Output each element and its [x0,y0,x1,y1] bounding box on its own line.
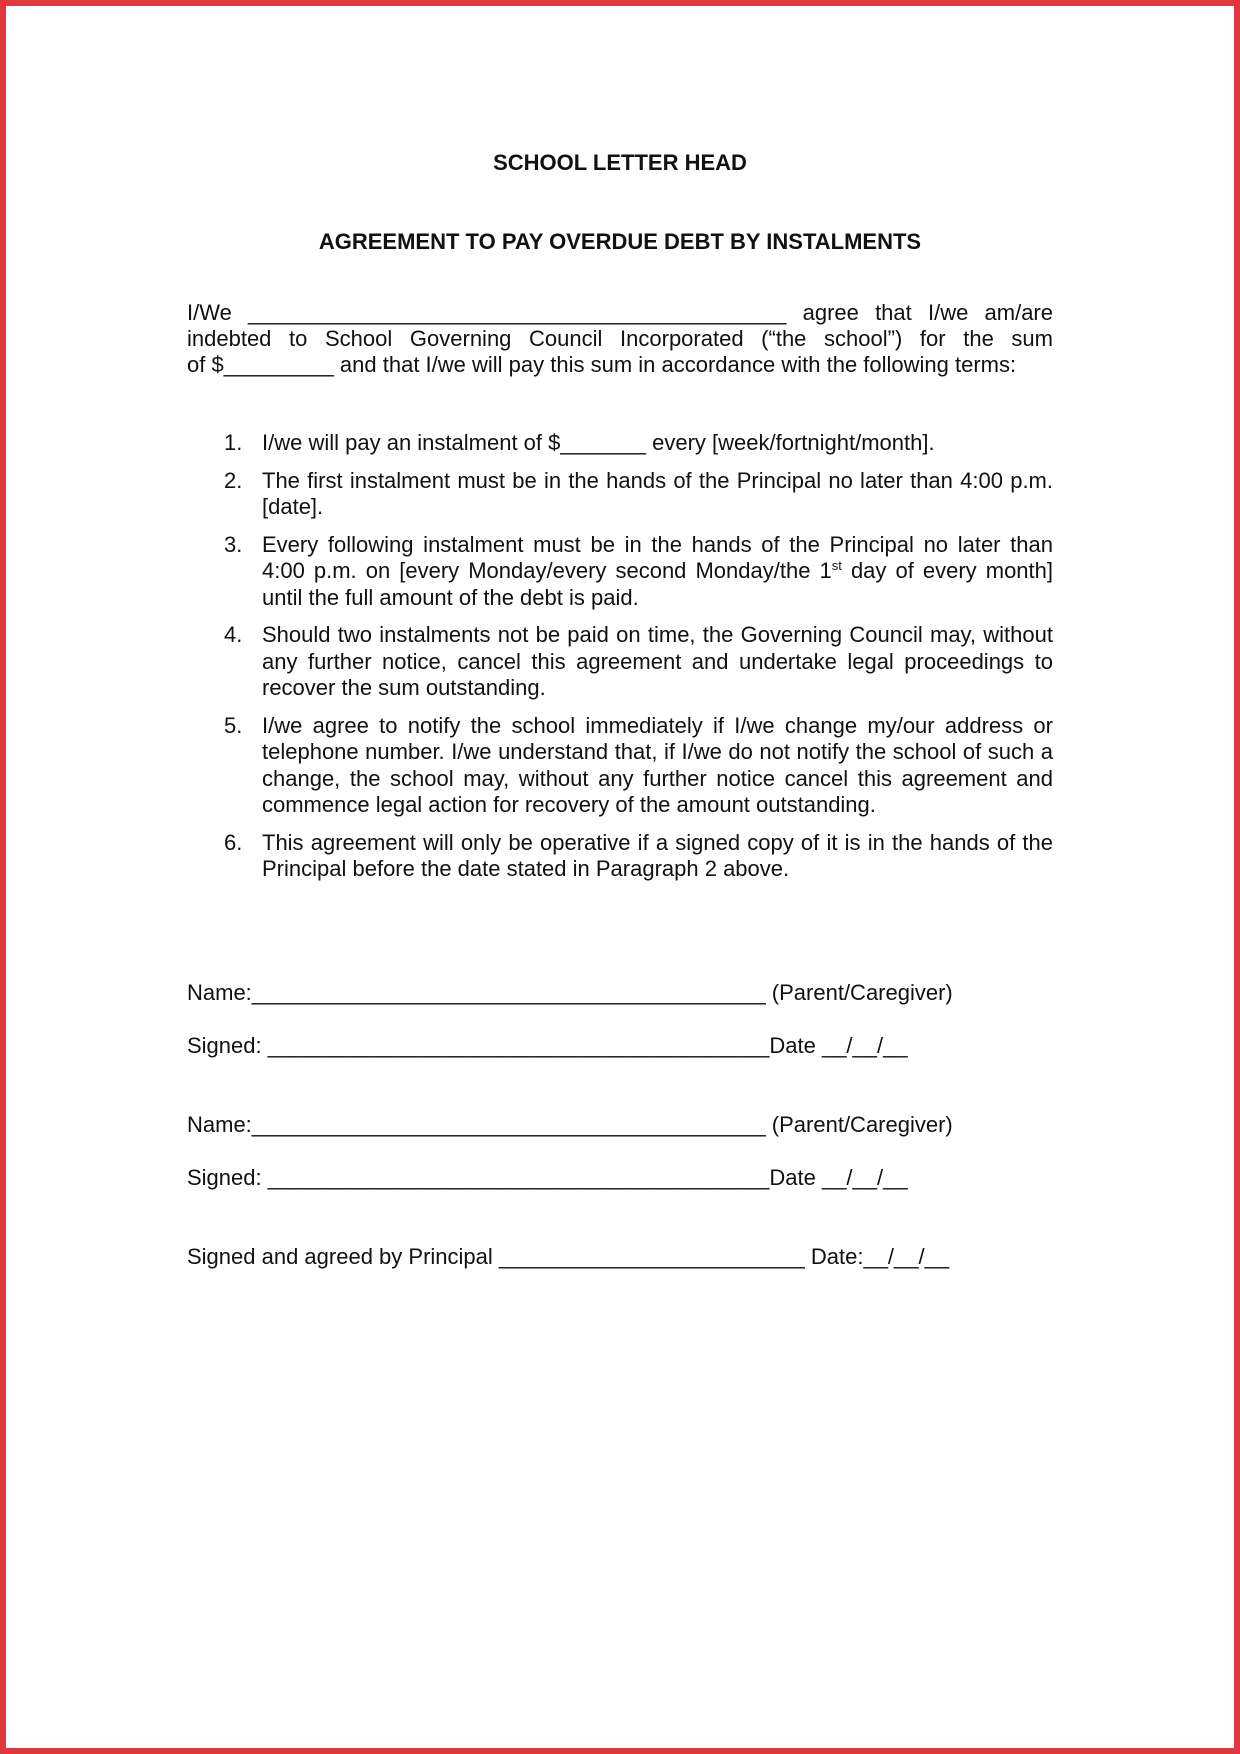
term-text [262,532,1053,610]
term-text: I/we will pay an instalment of $_______ every [week/fortnight/month]. [262,430,935,455]
term-number: 2. [224,467,243,493]
document-title: AGREEMENT TO PAY OVERDUE DEBT BY INSTALMENTS [318,229,922,254]
principal-signature-line[interactable]: Signed and agreed by Principal _________________________ Date:__/__/__ [187,1244,950,1269]
term-text: The first instalment must be in the hands of the Principal no later than 4:00 p.m. [date]. [262,467,1053,519]
school-letterhead: SCHOOL LETTER HEAD [493,150,747,175]
term-item [187,622,1053,702]
term-text: Should two instalments not be paid on time, the Governing Council may, without any further notice, cancel this agreement and undertake legal proceedings to recover the sum outstanding. [262,622,1053,700]
term-item [187,468,1053,521]
term-text: This agreement will only be operative if a signed copy of it is in the hands of the Principal before the date stated in Paragraph 2 above. [262,829,1053,881]
term-number: 5. [224,712,243,738]
signature-signed-line-1[interactable]: Signed: _________________________________________Date __/__/__ [187,1033,908,1058]
intro-line-2: indebted to School Governing Council Incorporated (“the school”) for the sum [187,326,1053,351]
term-item [187,532,1053,612]
intro-line-1: I/We ____________________________________________ agree that I/we am/are [187,300,1053,325]
term-item [187,430,1053,457]
term-item [187,713,1053,819]
ordinal-suffix: st [831,558,842,573]
term-text-before: Every following instalment must be in the hands of the Principal no later than 4:00 p.m. on [every Monday/every second Monday/the 1 [262,531,1053,583]
term-number: 1. [224,430,243,455]
signature-name-line-2[interactable]: Name:__________________________________________ (Parent/Caregiver) [187,1112,953,1137]
signature-signed-line-2[interactable]: Signed: _________________________________________Date __/__/__ [187,1165,908,1190]
terms-list [187,430,1053,894]
term-number: 3. [224,531,243,557]
intro-paragraph [187,300,1053,378]
intro-line-3: of $_________ and that I/we will pay this sum in accordance with the following terms: [187,352,1017,377]
term-item [187,830,1053,883]
term-text: I/we agree to notify the school immediately if I/we change my/our address or telephone number. I/we understand that, if I/we do not notify the school of such a change, the school may, without any further notice cancel this agreement and commence legal action for recovery of the amount outstanding. [262,712,1053,817]
term-number: 4. [224,622,243,647]
signature-name-line-1[interactable]: Name:__________________________________________ (Parent/Caregiver) [187,980,953,1005]
term-number: 6. [224,829,243,855]
term-text-after: day of every month] until the full amount of the debt is paid. [262,558,1053,610]
